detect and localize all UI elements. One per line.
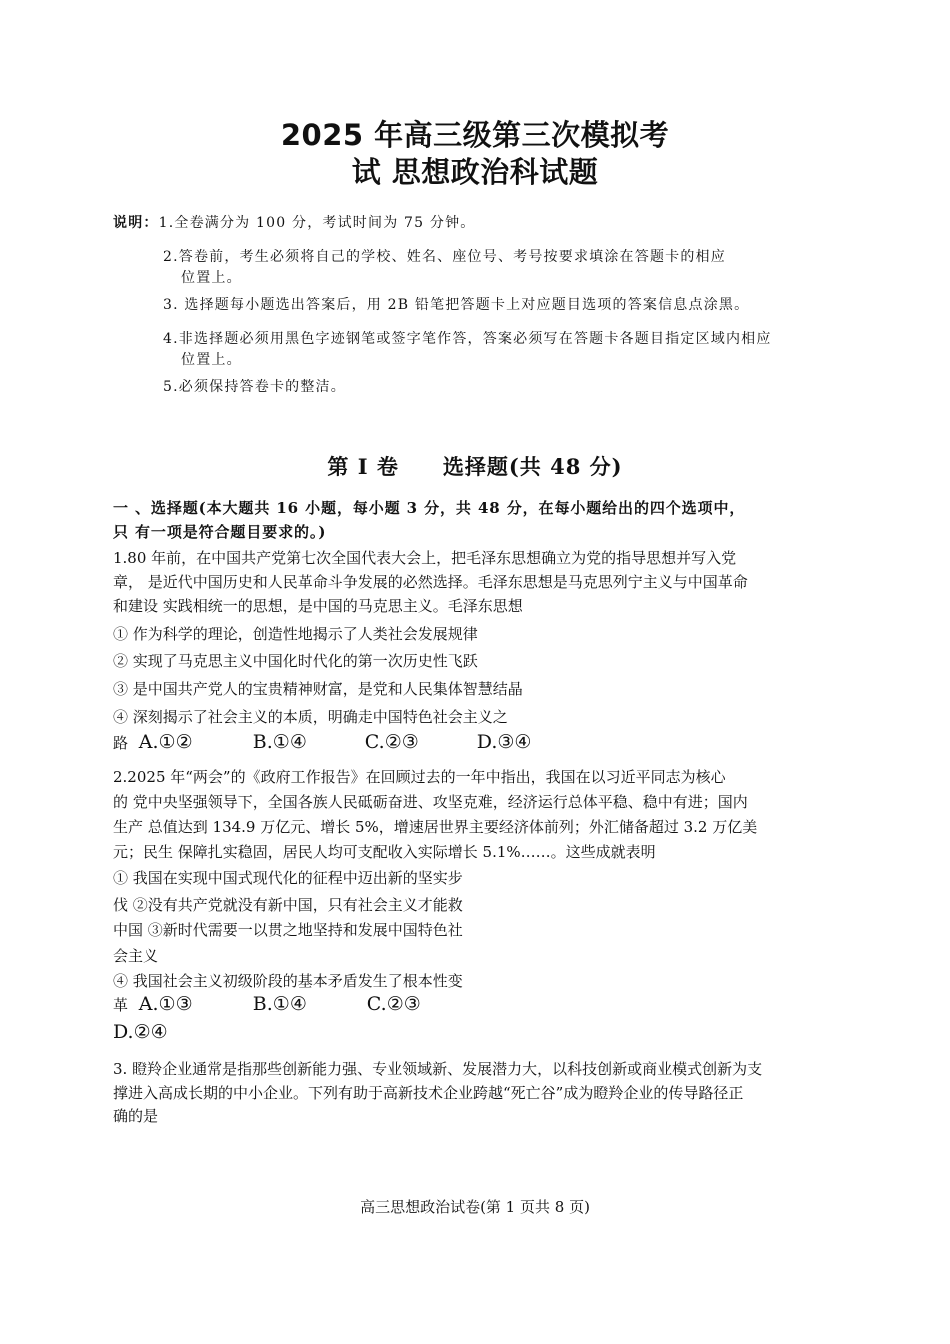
q1-answer-row: 路 A.①② B.①④ C.②③ D.③④ (113, 731, 532, 753)
q1-item-3: ③ 是中国共产党人的宝贵精神财富，是党和人民集体智慧结晶 (113, 680, 523, 698)
q3-stem-line3: 确的是 (113, 1107, 159, 1125)
q2-stem-line1: 2.2025 年“两会”的《政府工作报告》在回顾过去的一年中指出，我国在以习近平同志为核心 (113, 768, 726, 786)
instruction-3: 3. 选择题每小题选出答案后，用 2B 铅笔把答题卡上对应题目选项的答案信息点涂黑。 (163, 297, 750, 313)
q1-option-b: B.①④ (252, 731, 307, 753)
instruction-label: 说明： (113, 215, 159, 231)
q2-item-1-cont: 伐 ②没有共产党就没有新中国，只有社会主义才能救 (113, 896, 463, 914)
q1-option-d: D.③④ (476, 731, 532, 753)
q1-stem-line2: 章， 是近代中国历史和人民革命斗争发展的必然选择。毛泽东思想是马克思列宁主义与中国革命 (113, 573, 748, 591)
q2-item-4: ④ 我国社会主义初级阶段的基本矛盾发生了根本性变 (113, 972, 463, 990)
q1-item-2: ② 实现了马克思主义中国化时代化的第一次历史性飞跃 (113, 652, 478, 670)
instruction-2: 2.答卷前，考生必须将自己的学校、姓名、座位号、考号按要求填涂在答题卡的相应 (163, 249, 726, 265)
instruction-1: 说明：1.全卷满分为 100 分，考试时间为 75 分钟。 (113, 215, 476, 231)
section-heading: 第 I 卷 选择题(共 48 分) (327, 454, 623, 479)
q1-item-4: ④ 深刻揭示了社会主义的本质，明确走中国特色社会主义之 (113, 708, 508, 726)
q3-stem-line1: 3. 瞪羚企业通常是指那些创新能力强、专业领域新、发展潜力大，以科技创新或商业模式创新为支 (113, 1060, 763, 1078)
q2-option-c: C.②③ (366, 993, 421, 1015)
instruction-5: 5.必须保持答卷卡的整洁。 (163, 379, 346, 395)
instruction-4-cont: 位置上。 (181, 352, 242, 368)
q2-option-a: A.①③ (138, 993, 193, 1015)
q1-option-c: C.②③ (364, 731, 419, 753)
q1-option-a: A.①② (138, 731, 193, 753)
q2-item-3: 中国 ③新时代需要一以贯之地坚持和发展中国特色社 (113, 921, 463, 939)
instruction-4: 4.非选择题必须用黑色字迹钢笔或签字笔作答，答案必须写在答题卡各题目指定区域内相应 (163, 331, 772, 347)
q1-item-1: ① 作为科学的理论，创造性地揭示了人类社会发展规律 (113, 625, 478, 643)
part-heading-line1: 一 、选择题(本大题共 16 小题，每小题 3 分，共 48 分，在每小题给出的四个选项中， (113, 499, 746, 517)
page-footer: 高三思想政治试卷(第 1 页共 8 页) (360, 1198, 590, 1216)
page-title-line2: 试 思想政治科试题 (351, 155, 599, 189)
q2-stem-line4: 元；民生 保障扎实稳固，居民人均可支配收入实际增长 5.1%……。这些成就表明 (113, 843, 656, 861)
q2-option-d: D.②④ (113, 1021, 168, 1043)
q3-stem-line2: 撑进入高成长期的中小企业。下列有助于高新技术企业跨越“死亡谷”成为瞪羚企业的传导路径正 (113, 1084, 744, 1102)
part-heading-line2: 只 有一项是符合题目要求的。) (113, 523, 327, 541)
q2-item-1: ① 我国在实现中国式现代化的征程中迈出新的坚实步 (113, 869, 463, 887)
q2-option-b: B.①④ (252, 993, 307, 1015)
q1-stem-line1: 1.80 年前，在中国共产党第七次全国代表大会上，把毛泽东思想确立为党的指导思想并写入党 (113, 549, 737, 567)
q2-item-3-cont: 会主义 (113, 947, 159, 965)
page-title-line1: 2025 年高三级第三次模拟考 (280, 118, 670, 152)
q2-answer-row: 革 A.①③ B.①④ C.②③ (113, 993, 421, 1015)
q2-stem-line2: 的 党中央坚强领导下，全国各族人民砥砺奋进、攻坚克难，经济运行总体平稳、稳中有进；国内 (113, 793, 748, 811)
q1-stem-line3: 和建设 实践相统一的思想，是中国的马克思主义。毛泽东思想 (113, 597, 523, 615)
instruction-2-cont: 位置上。 (181, 270, 242, 286)
q2-stem-line3: 生产 总值达到 134.9 万亿元、增长 5%，增速居世界主要经济体前列；外汇储备超过 3.2 万亿美 (113, 818, 758, 836)
